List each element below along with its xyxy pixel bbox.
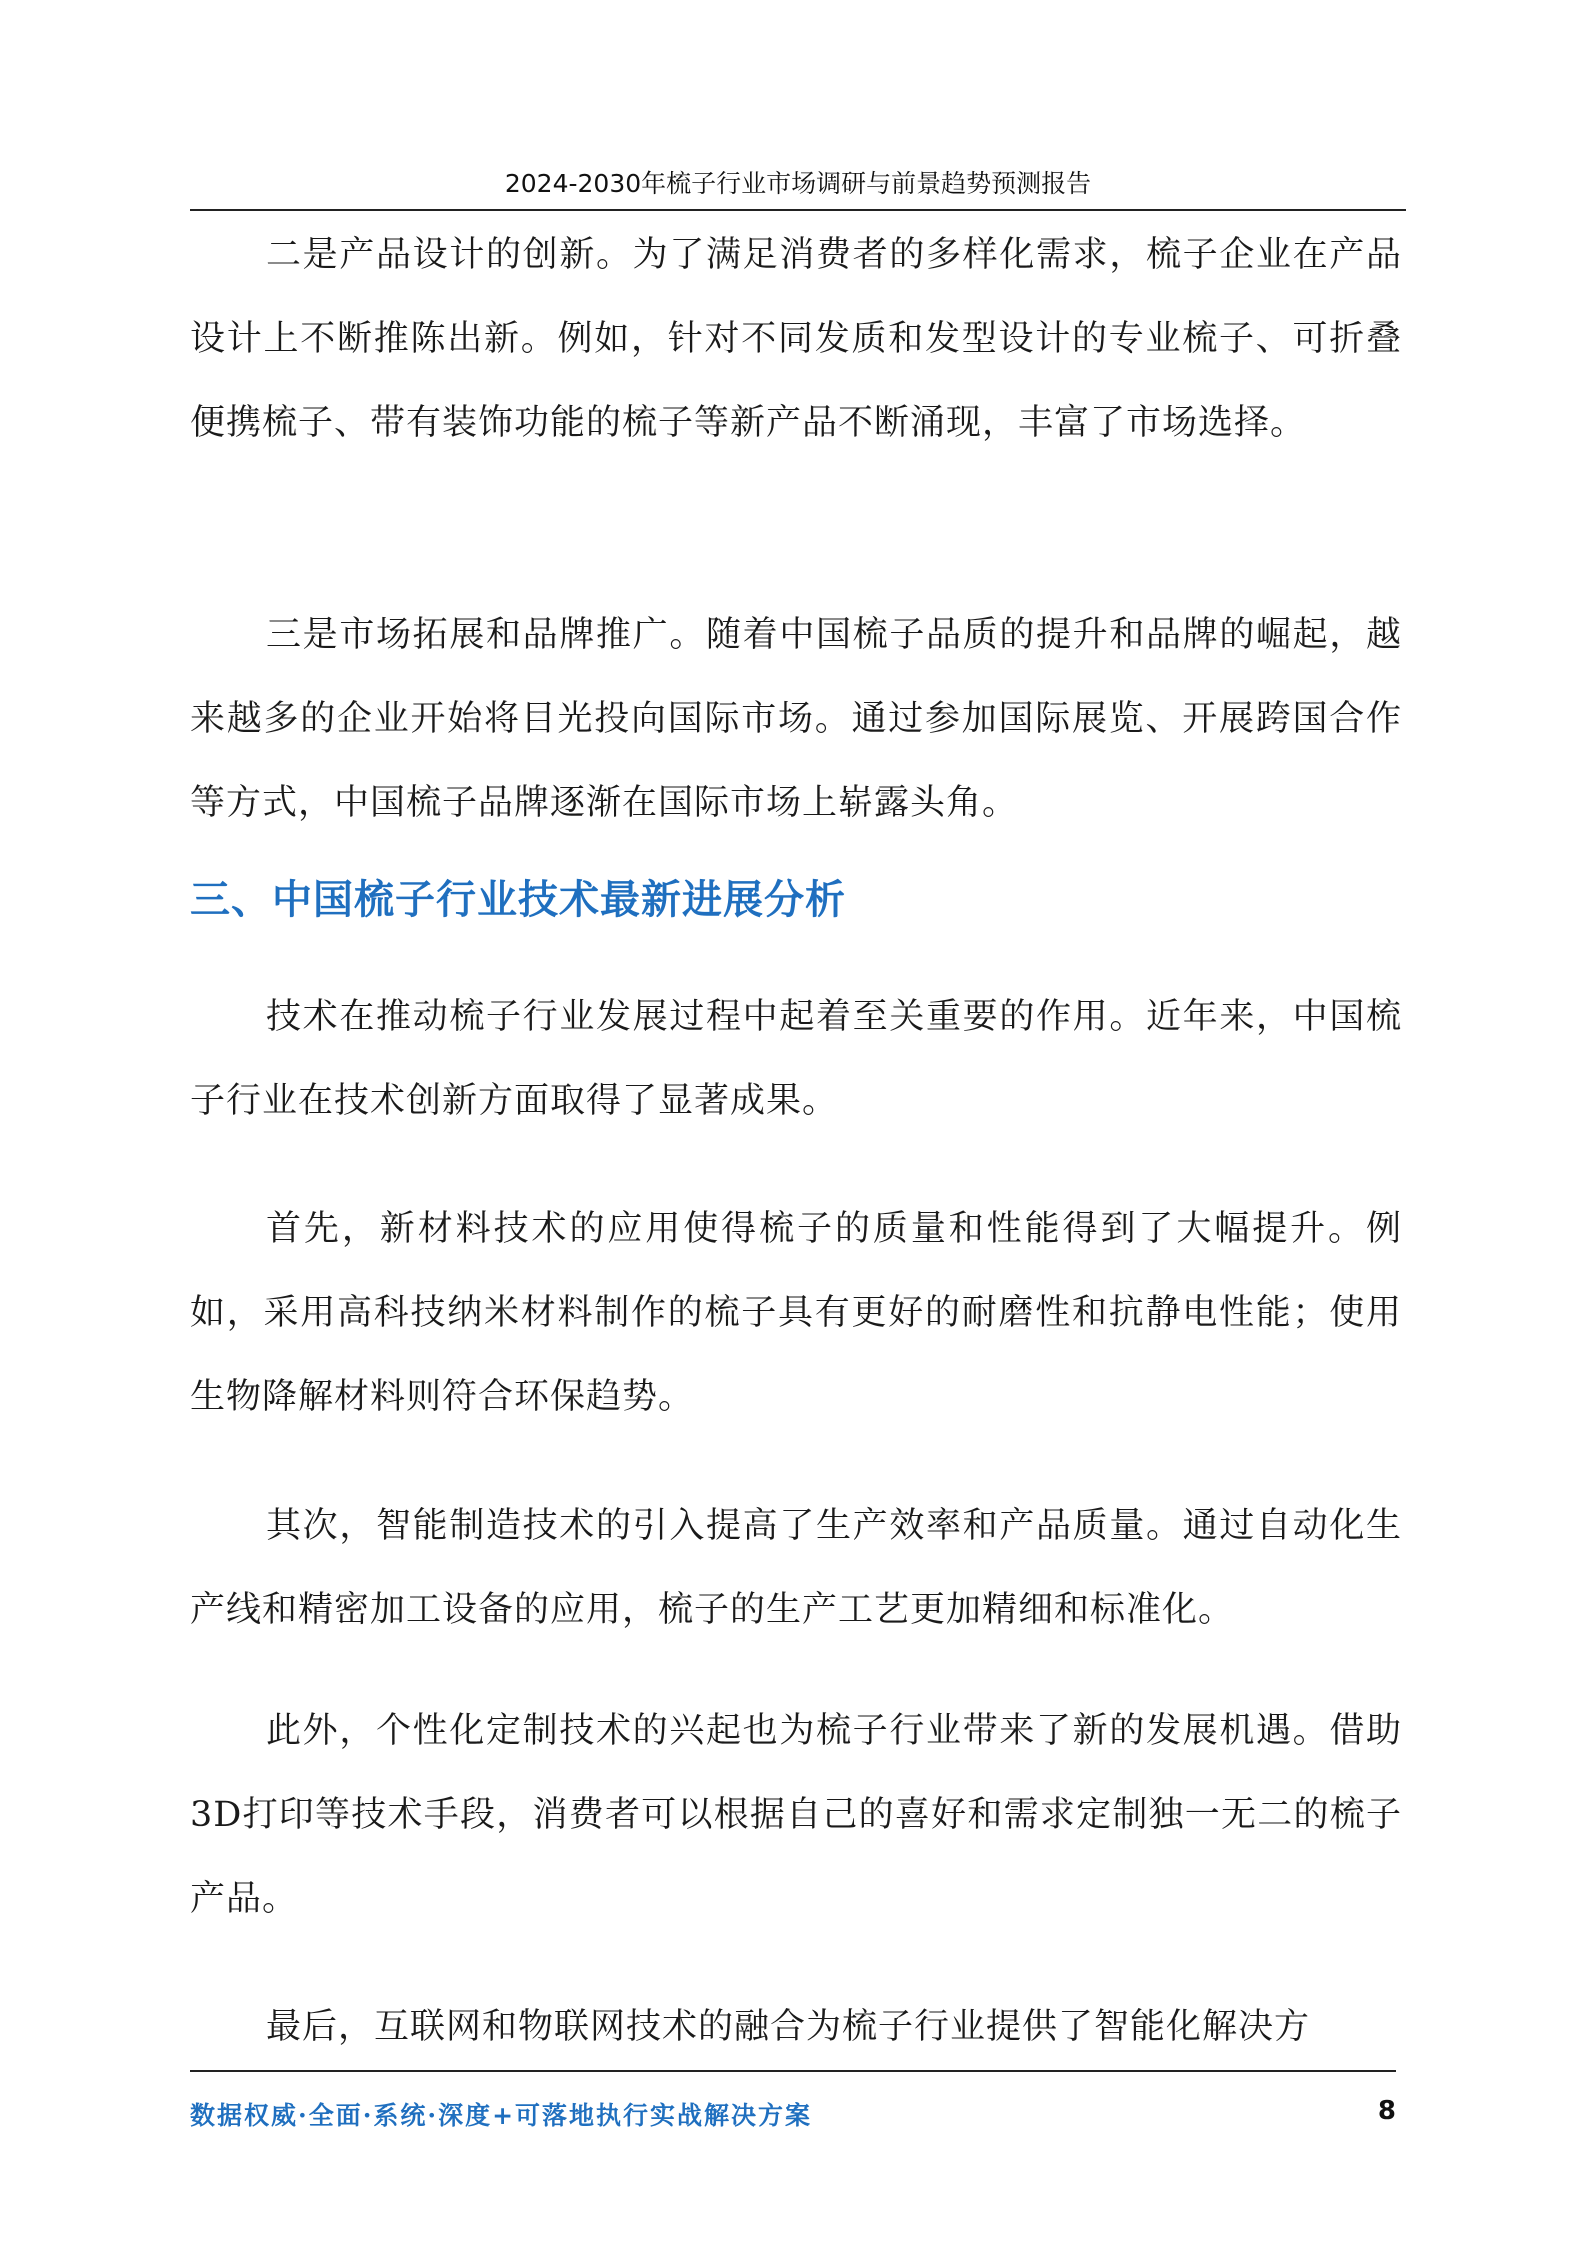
paragraph-smart-manufacturing: 其次，智能制造技术的引入提高了生产效率和产品质量。通过自动化生产线和精密加工设备的应用，梳子的生产工艺更加精细和标准化。 — [190, 1506, 1402, 1630]
header-divider — [190, 209, 1406, 211]
paragraph-customization: 此外，个性化定制技术的兴起也为梳子行业带来了新的发展机遇。借助3D打印等技术手段，消费者可以根据自己的喜好和需求定制独一无二的梳子产品。 — [190, 1711, 1402, 1919]
paragraph-tech-intro: 技术在推动梳子行业发展过程中起着至关重要的作用。近年来，中国梳子行业在技术创新方面取得了显著成果。 — [190, 997, 1402, 1121]
paragraph-new-materials: 首先，新材料技术的应用使得梳子的质量和性能得到了大幅提升。例如，采用高科技纳米材料制作的梳子具有更好的耐磨性和抗静电性能；使用生物降解材料则符合环保趋势。 — [190, 1209, 1402, 1417]
paragraph-market-expansion: 三是市场拓展和品牌推广。随着中国梳子品质的提升和品牌的崛起，越来越多的企业开始将目光投向国际市场。通过参加国际展览、开展跨国合作等方式，中国梳子品牌逐渐在国际市场上崭露头角。 — [190, 615, 1402, 823]
page-number: 8 — [1377, 2096, 1396, 2126]
paragraph-iot-integration: 最后，互联网和物联网技术的融合为梳子行业提供了智能化解决方 — [266, 2007, 1311, 2047]
report-title: 2024-2030年梳子行业市场调研与前景趋势预测报告 — [504, 169, 1092, 198]
footer-divider — [190, 2070, 1396, 2072]
footer-slogan: 数据权威·全面·系统·深度+可落地执行实战解决方案 — [190, 2101, 813, 2130]
section-heading: 三、中国梳子行业技术最新进展分析 — [190, 877, 846, 923]
paragraph-product-design: 二是产品设计的创新。为了满足消费者的多样化需求，梳子企业在产品设计上不断推陈出新。例如，针对不同发质和发型设计的专业梳子、可折叠便携梳子、带有装饰功能的梳子等新产品不断涌现，丰富了市场选择。 — [190, 235, 1402, 443]
